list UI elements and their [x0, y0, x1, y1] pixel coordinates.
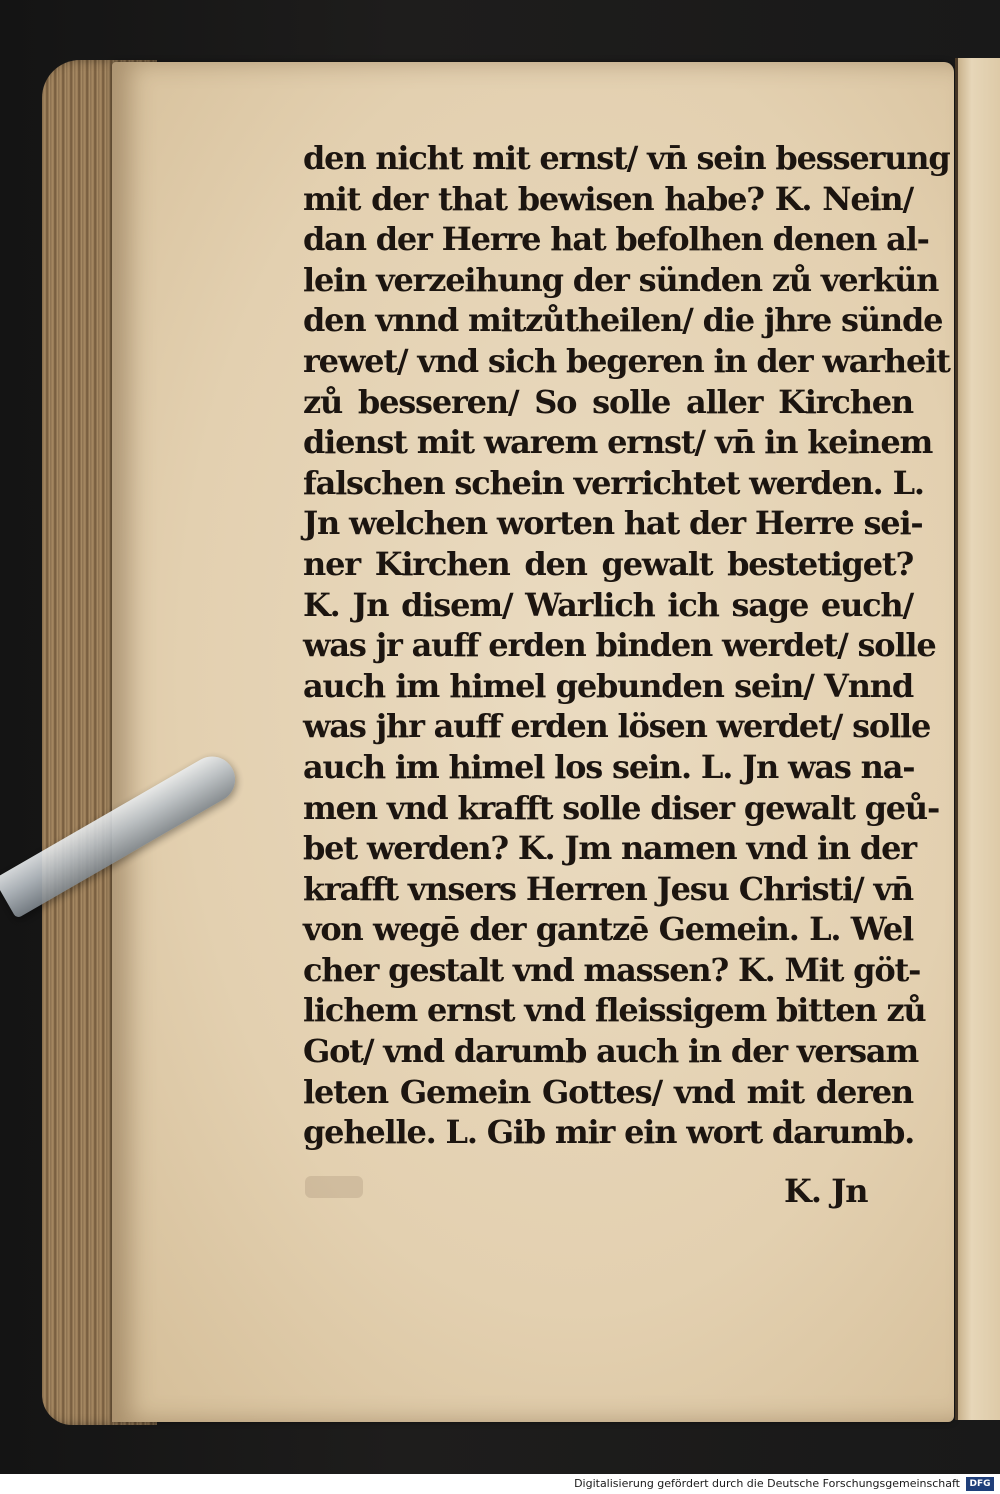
text-line: lichem ernst vnd fleissigem bitten zů [303, 991, 926, 1030]
text-line: was jr auff erden binden werdet/ solle [303, 626, 936, 665]
text-line: auch im himel gebunden sein/ Vnnd [303, 666, 913, 705]
page-text-block [303, 138, 950, 1153]
facing-page-edge [955, 58, 1000, 1420]
text-line: rewet/ vnd sich begeren in der warheit [303, 341, 950, 380]
dfg-logo: DFG [966, 1477, 994, 1491]
text-line: ner Kirchen den gewalt bestetiget? [303, 544, 913, 583]
text-line: leten Gemein Gottes/ vnd mit deren [303, 1072, 913, 1111]
text-line: zů besseren/ So solle aller Kirchen [303, 382, 913, 421]
text-line: men vnd krafft solle diser gewalt geů- [303, 788, 940, 827]
text-line: den vnnd mitzůtheilen/ die jhre sünde [303, 301, 943, 340]
catchword: K. Jn [784, 1172, 868, 1210]
text-line: was jhr auff erden lösen werdet/ solle [303, 707, 931, 746]
text-line: krafft vnsers Herren Jesu Christi/ vn̄ [303, 869, 913, 908]
text-line: von wegē der gantzē Gemein. L. Wel [303, 910, 913, 949]
footer-credit: Digitalisierung gefördert durch die Deutsche Forschungsgemeinschaft [574, 1477, 960, 1490]
text-line: cher gestalt vnd massen? K. Mit göt- [303, 950, 921, 989]
text-line: den nicht mit ernst/ vn̄ sein besserung [303, 139, 950, 177]
text-line: dan der Herre hat befolhen denen al- [303, 220, 929, 259]
text-line: dienst mit warem ernst/ vn̄ in keinem [303, 423, 933, 462]
text-line: gehelle. L. Gib mir ein wort darumb. [303, 1113, 915, 1152]
text-line: Jn welchen worten hat der Herre sei- [303, 504, 923, 543]
text-line: lein verzeihung der sünden zů verkün [303, 260, 939, 299]
faded-signature-mark [305, 1176, 363, 1198]
text-line: mit der that bewisen habe? K. Nein/ [303, 179, 913, 218]
footer-bar [0, 1474, 1000, 1494]
text-line: Got/ vnd darumb auch in der versam [303, 1032, 919, 1071]
text-line: auch im himel los sein. L. Jn was na- [303, 747, 915, 786]
text-line: bet werden? K. Jm namen vnd in der [303, 829, 916, 868]
text-line: K. Jn disem/ Warlich ich sage euch/ [303, 585, 913, 624]
text-line: falschen schein verrichtet werden. L. [303, 463, 924, 502]
